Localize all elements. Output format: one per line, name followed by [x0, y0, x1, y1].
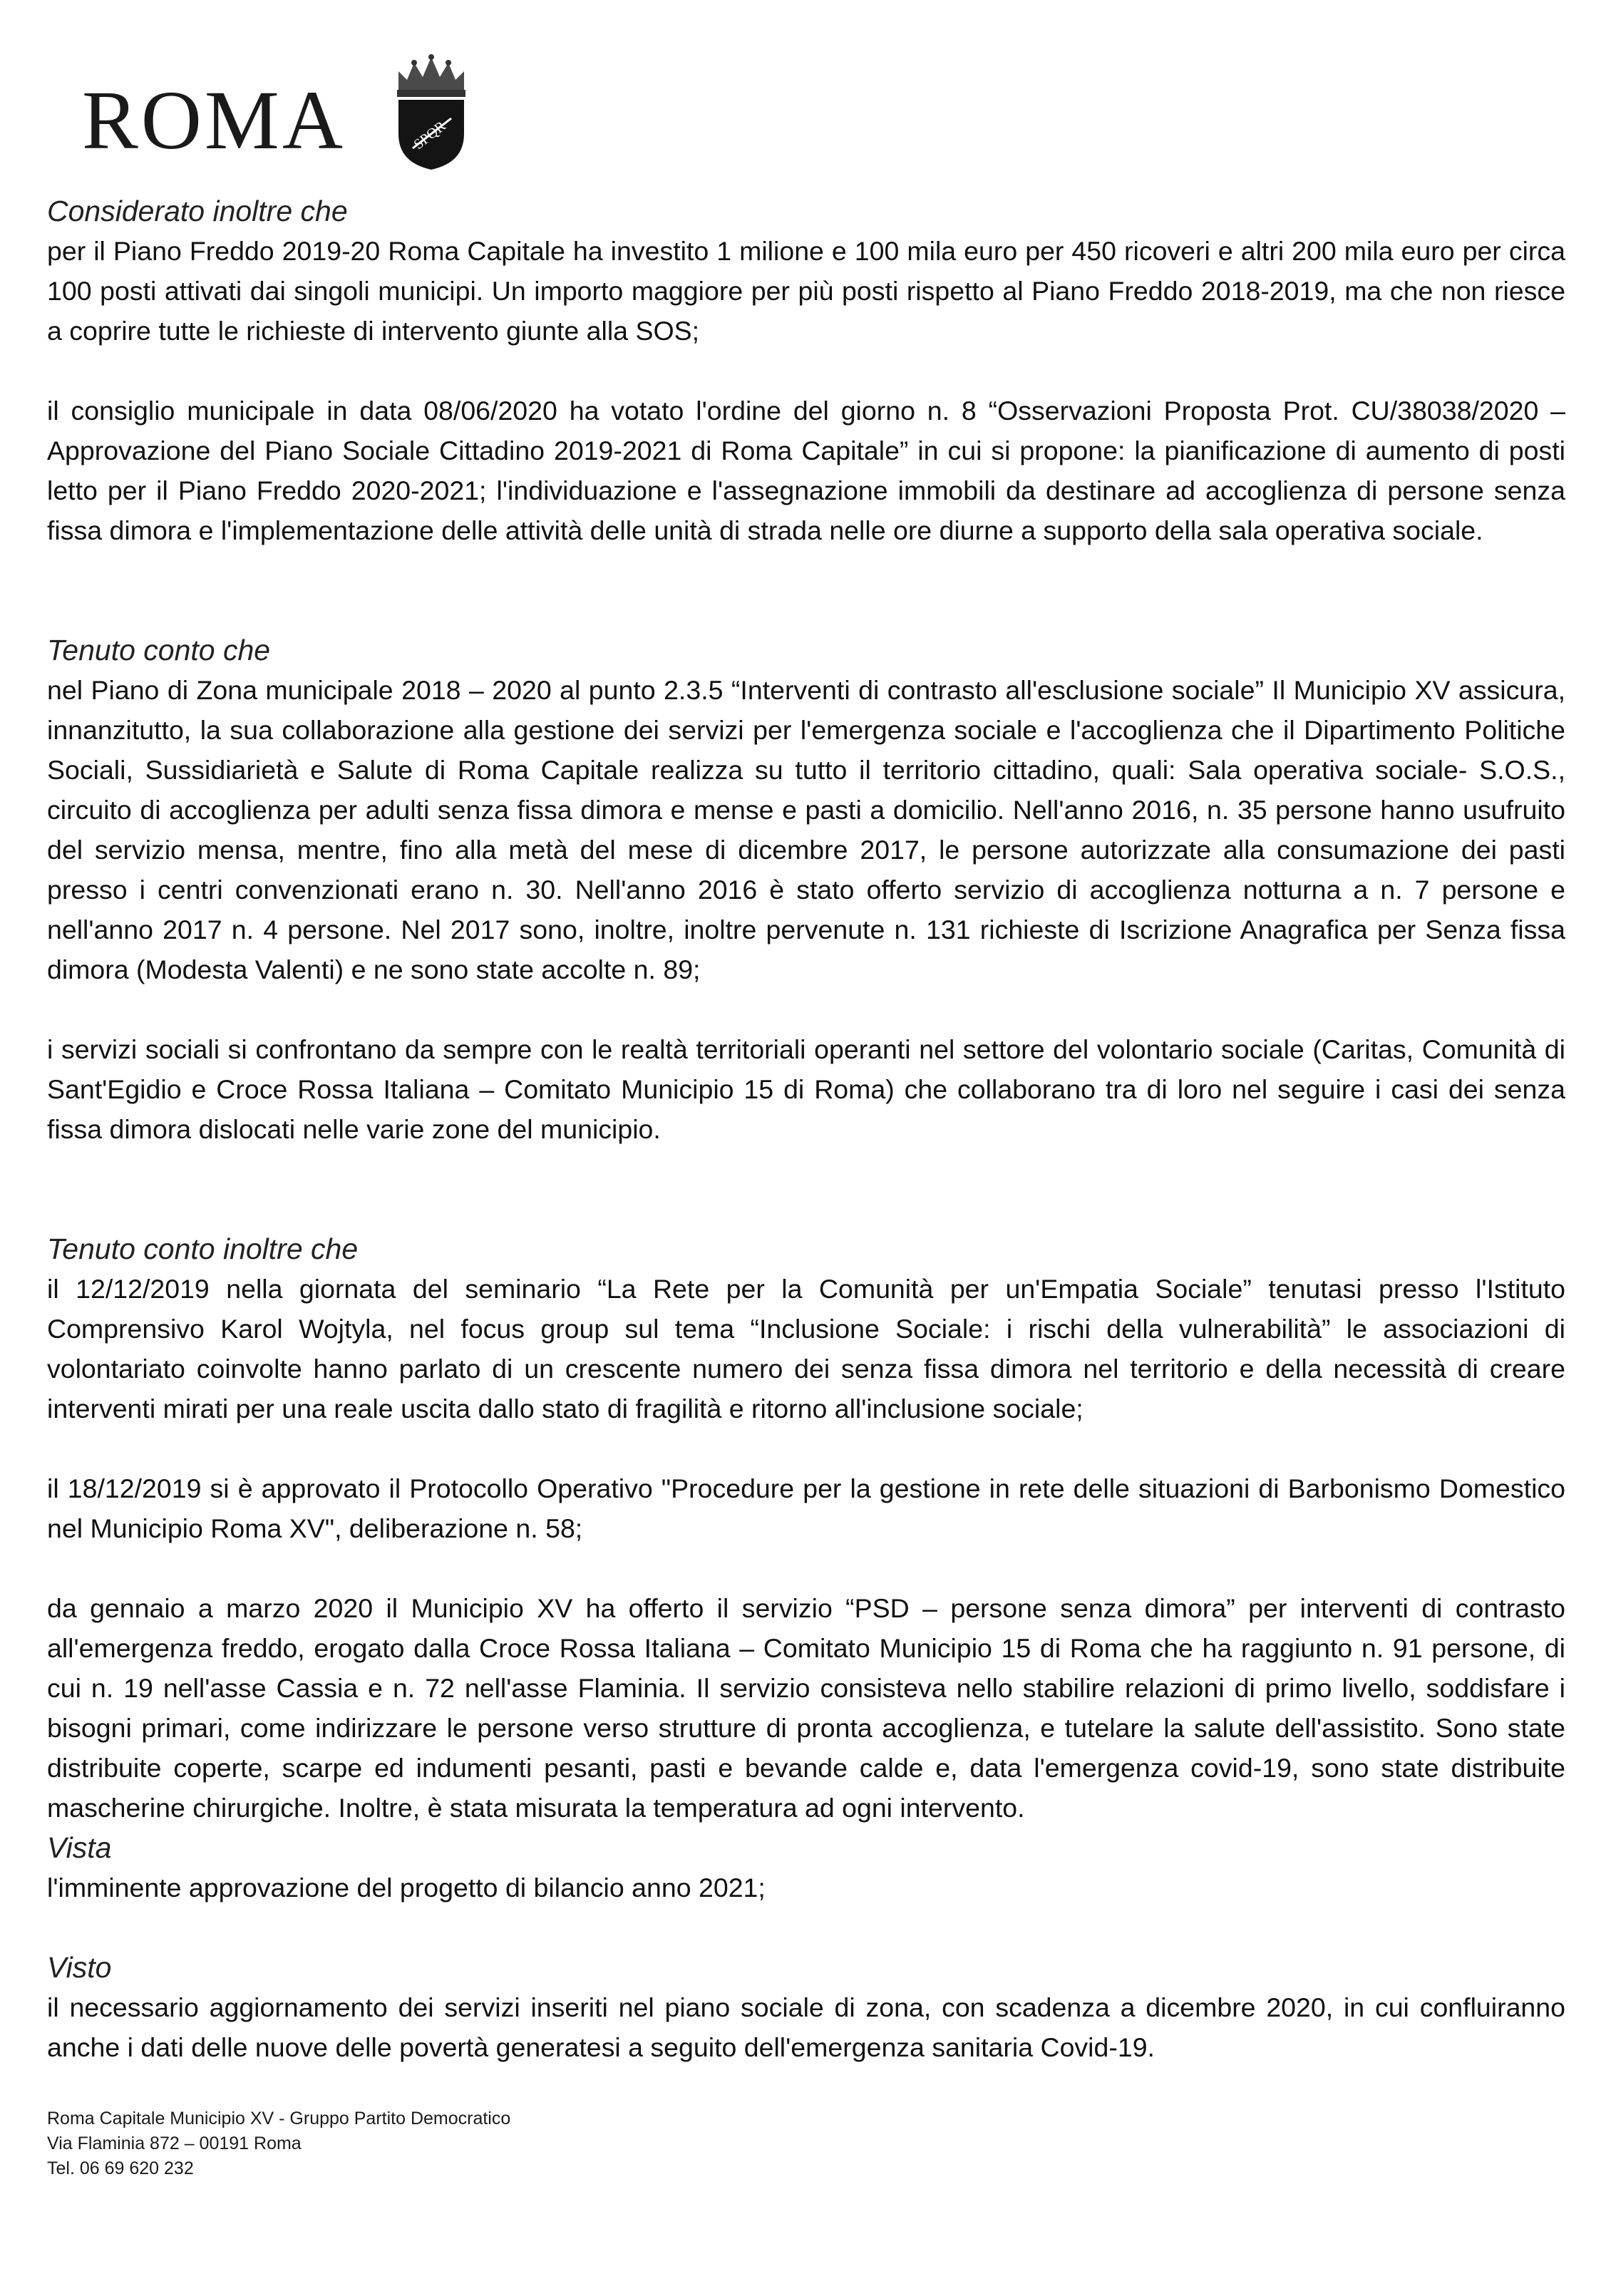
footer-address [47, 2106, 510, 2181]
document-body [47, 191, 1565, 2067]
paragraph: per il Piano Freddo 2019-20 Roma Capitale ha investito 1 milione e 100 mila euro per 450 ricoveri e altri 200 mila euro per circa 100 posti attivati dai singoli municipi. Un importo maggiore per più posti rispetto al Piano Freddo 2018-2019, ma che non riesce a coprire tutte le richieste di intervento giunte alla SOS; [47, 236, 1565, 346]
roma-logo-text: ROMA [82, 73, 346, 167]
paragraph: il 18/12/2019 si è approvato il Protocollo Operativo "Procedure per la gestione in rete delle situazioni di Barbonismo Domestico nel Municipio Roma XV", deliberazione n. 58; [47, 1473, 1565, 1543]
footer-organization: Roma Capitale Municipio XV - Gruppo Partito Democratico [47, 2109, 511, 2128]
section-heading: Vista [47, 1831, 112, 1864]
paragraph: l'imminente approvazione del progetto di bilancio anno 2021; [47, 1873, 766, 1903]
paragraph: nel Piano di Zona municipale 2018 – 2020 al punto 2.3.5 “Interventi di contrasto all'esclusione sociale” Il Municipio XV assicura, innanzitutto, la sua collaborazione alla gestione dei servizi per l'emergenza sociale e l'accoglienza che il Dipartimento Politiche Sociali, Sussidiarietà e Salute di Roma Capitale realizza su tutto il territorio cittadino, quali: Sala operativa sociale- S.O.S., circuito di accoglienza per adulti senza fissa dimora e mense e pasti a domicilio. Nell'anno 2016, n. 35 persone hanno usufruito del servizio mensa, mentre, fino alla metà del mese di dicembre 2017, le persone autorizzate alla consumazione dei pasti presso i centri convenzionati erano n. 30. Nell'anno 2016 è stato offerto servizio di accoglienza notturna a n. 7 persone e nell'anno 2017 n. 4 persone. Nel 2017 sono, inoltre, inoltre pervenute n. 131 richieste di Iscrizione Anagrafica per Senza fissa dimora (Modesta Valenti) e ne sono state accolte n. 89; [47, 675, 1565, 984]
paragraph: il 12/12/2019 nella giornata del seminario “La Rete per la Comunità per un'Empatia Sociale” tenutasi presso l'Istituto Comprensivo Karol Wojtyla, nel focus group sul tema “Inclusione Sociale: i rischi della vulnerabilità” le associazioni di volontariato coinvolte hanno parlato di un crescente numero dei senza fissa dimora nel territorio e della necessità di creare interventi mirati per una reale uscita dallo stato di fragilità e ritorno all'inclusione sociale; [47, 1274, 1565, 1424]
footer-address-line: Via Flaminia 872 – 00191 Roma [47, 2133, 302, 2153]
paragraph: il consiglio municipale in data 08/06/2020 ha votato l'ordine del giorno n. 8 “Osservazioni Proposta Prot. CU/38038/2020 – Approvazione del Piano Sociale Cittadino 2019-2021 di Roma Capitale” in cui si propone: la pianificazione di aumento di posti letto per il Piano Freddo 2020-2021; l'individuazione e l'assegnazione immobili da destinare ad accoglienza di persone senza fissa dimora e l'implementazione delle attività delle unità di strada nelle ore diurne a supporto della sala operativa sociale. [47, 396, 1565, 545]
roma-crest-icon [388, 50, 474, 171]
section-heading: Tenuto conto inoltre che [47, 1232, 359, 1265]
paragraph: il necessario aggiornamento dei servizi inseriti nel piano sociale di zona, con scadenza a dicembre 2020, in cui confluiranno anche i dati delle nuove delle povertà generatesi a seguito dell'emergenza sanitaria Covid-19. [47, 1992, 1565, 2062]
paragraph: i servizi sociali si confrontano da sempre con le realtà territoriali operanti nel settore del volontario sociale (Caritas, Comunità di Sant'Egidio e Croce Rossa Italiana – Comitato Municipio 15 di Roma) che collaborano tra di loro nel seguire i casi dei senza fissa dimora dislocati nelle varie zone del municipio. [47, 1034, 1565, 1144]
section-heading: Tenuto conto che [47, 634, 271, 666]
svg-text:SPQR: SPQR [411, 118, 449, 153]
section-heading: Considerato inoltre che [47, 195, 348, 227]
paragraph: da gennaio a marzo 2020 il Municipio XV ha offerto il servizio “PSD – persone senza dimora” per interventi di contrasto all'emergenza freddo, erogato dalla Croce Rossa Italiana – Comitato Municipio 15 di Roma che ha raggiunto n. 91 persone, di cui n. 19 nell'asse Cassia e n. 72 nell'asse Flaminia. Il servizio consisteva nello stabilire relazioni di primo livello, soddisfare i bisogni primari, come indirizzare le persone verso strutture di pronta accoglienza, e tutelare la salute dell'assistito. Sono state distribuite coperte, scarpe ed indumenti pesanti, pasti e bevande calde e, data l'emergenza covid-19, sono state distribuite mascherine chirurgiche. Inoltre, è stata misurata la temperatura ad ogni intervento. [47, 1593, 1565, 1823]
footer-phone: Tel. 06 69 620 232 [47, 2158, 194, 2178]
section-heading: Visto [47, 1951, 112, 1984]
